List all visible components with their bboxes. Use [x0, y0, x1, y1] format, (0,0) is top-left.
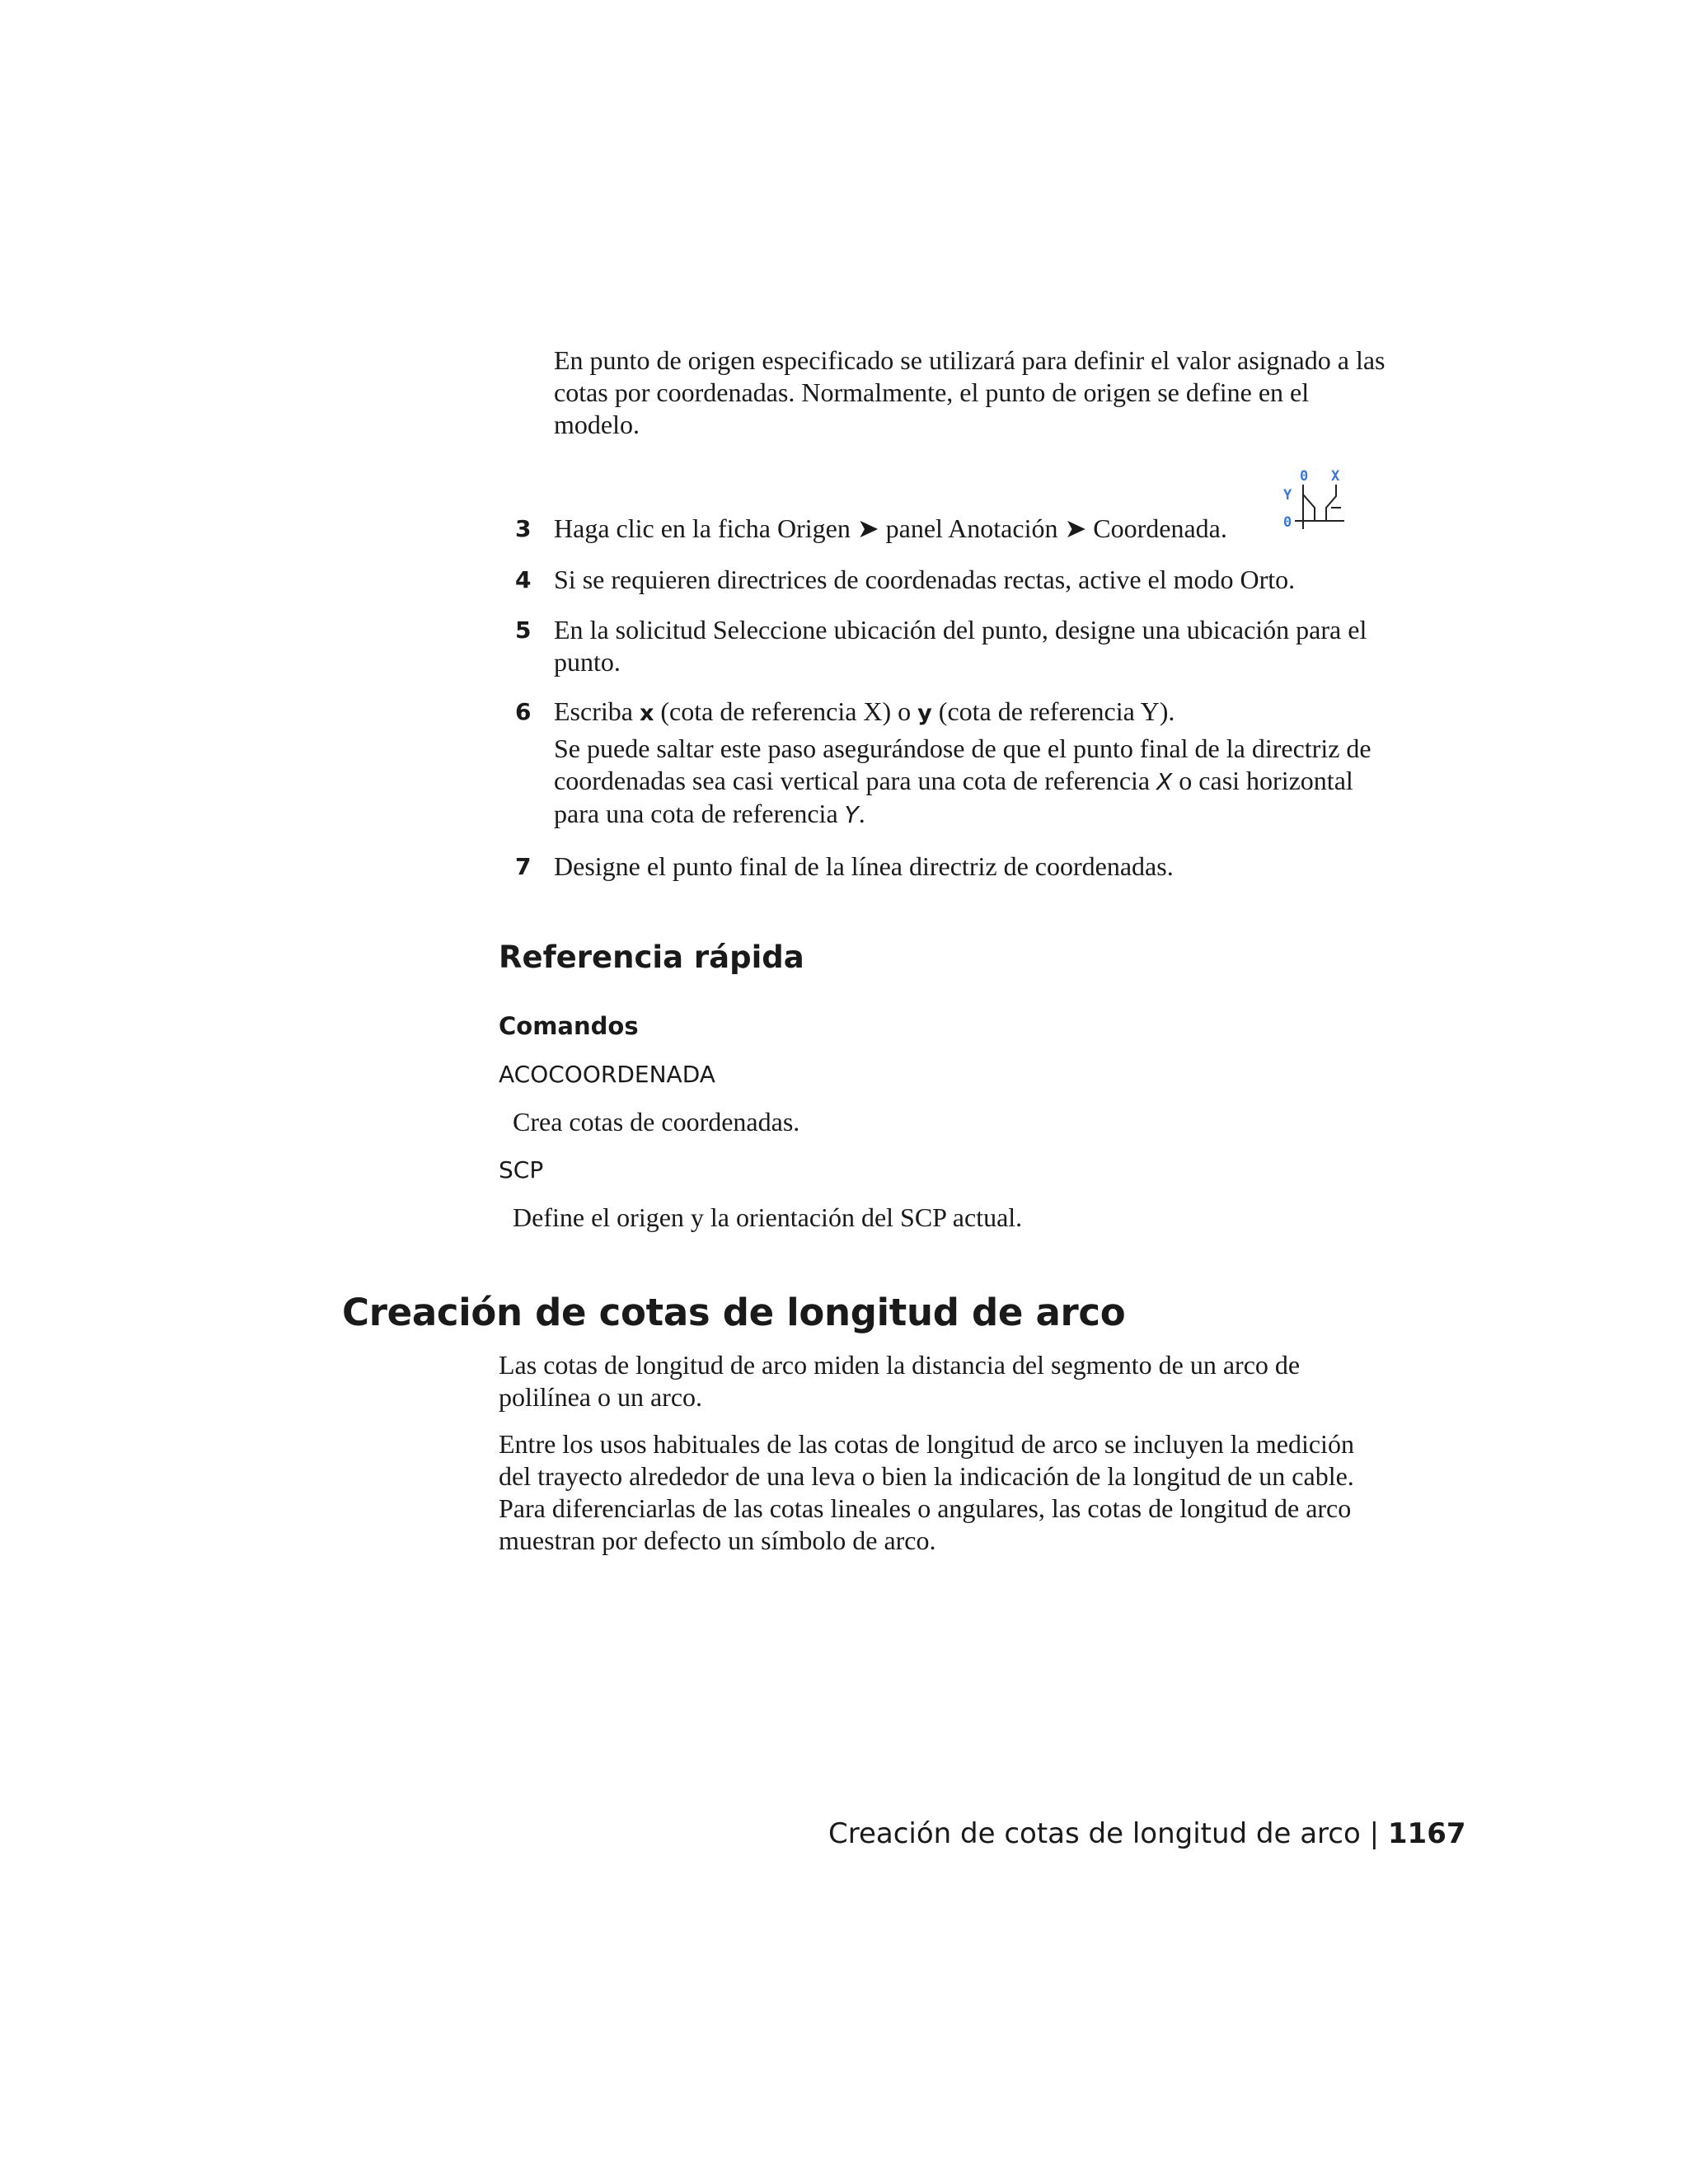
command-description: Crea cotas de coordenadas.: [513, 1107, 800, 1137]
step-7: [515, 851, 1389, 883]
step-text-part: (cota de referencia X) o: [654, 696, 918, 726]
section-paragraph: Entre los usos habituales de las cotas de longitud de arco se incluyen la medición del trayecto alrededor de una leva o bien la indicación de la longitud de un cable. Para diferenciarlas de las cotas lineales o angulares, las cotas de longitud de arco muestran por defecto un símbolo de arco.: [499, 1429, 1354, 1555]
note-text-part: .: [858, 799, 865, 828]
commands-heading: Comandos: [499, 1012, 639, 1040]
step-text: Si se requieren directrices de coordenadas rectas, active el modo Orto.: [554, 565, 1296, 594]
note-text-part: o casi horizontal para una cota de referencia: [554, 766, 1353, 828]
step-text-part: Escriba: [554, 696, 640, 726]
step-3: [515, 513, 1389, 545]
step-note: [554, 733, 1395, 831]
step-4: [515, 564, 1389, 596]
step-text: Designe el punto final de la línea directriz de coordenadas.: [554, 851, 1174, 881]
step-number: 6: [515, 698, 532, 725]
step-text-part: (cota de referencia Y).: [931, 696, 1175, 726]
icon-label-0-left: 0: [1283, 514, 1292, 531]
step-text: Haga clic en la ficha Origen ➤ panel Anotación ➤ Coordenada.: [554, 513, 1227, 543]
step-5: [515, 614, 1389, 678]
icon-label-0-top: 0: [1300, 468, 1309, 485]
italic-x: X: [1156, 768, 1173, 795]
step-number: 7: [515, 853, 532, 880]
icon-label-x: X: [1331, 468, 1340, 485]
footer-title: Creación de cotas de longitud de arco: [828, 1817, 1361, 1850]
section-title: Creación de cotas de longitud de arco: [342, 1291, 1126, 1334]
icon-label-y: Y: [1283, 487, 1292, 504]
ordinate-dimension-icon: [1282, 466, 1348, 534]
note-text-part: Se puede saltar este paso asegurándose de que el punto final de la directriz de coordenadas sea casi vertical para una cota de referencia: [554, 733, 1372, 795]
page-number: 1167: [1387, 1817, 1466, 1850]
command-name: ACOCOORDENADA: [499, 1061, 715, 1088]
keyword-x: x: [639, 701, 654, 726]
section-paragraph: Las cotas de longitud de arco miden la distancia del segmento de un arco de polilínea o un arco.: [499, 1350, 1301, 1412]
command-description: Define el origen y la orientación del SCP actual.: [513, 1202, 1023, 1232]
step-number: 4: [515, 566, 532, 593]
step-6: [515, 696, 1389, 831]
step-number: 5: [515, 616, 532, 644]
italic-y: Y: [844, 801, 859, 828]
keyword-y: y: [917, 701, 932, 726]
command-name: SCP: [499, 1156, 544, 1183]
step-text: En la solicitud Seleccione ubicación del punto, designe una ubicación para el punto.: [554, 615, 1367, 677]
footer-separator: |: [1369, 1817, 1380, 1850]
intro-paragraph: En punto de origen especificado se utilizará para definir el valor asignado a las cotas por coordenadas. Normalmente, el punto de origen se define en el modelo.: [554, 345, 1386, 439]
quick-reference-heading: Referencia rápida: [499, 940, 804, 975]
page-footer: [828, 1817, 1466, 1850]
step-number: 3: [515, 515, 532, 542]
step-text: [554, 696, 1389, 729]
